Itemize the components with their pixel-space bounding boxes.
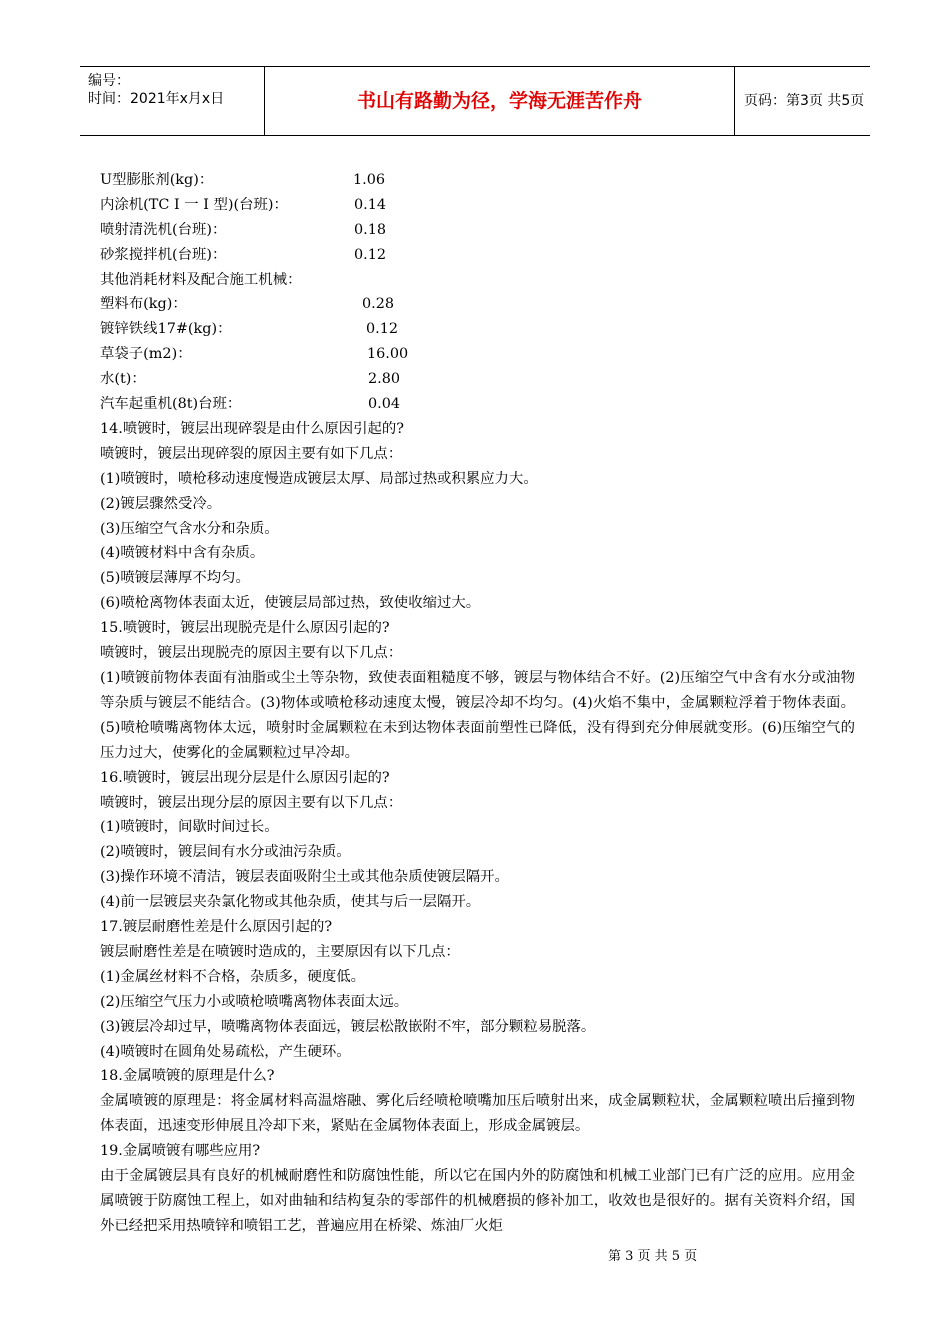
material-value: 1.06 (353, 172, 386, 188)
material-row (100, 243, 855, 268)
answer-intro: 镀层耐磨性差是在喷镀时造成的，主要原因有以下几点： (100, 943, 460, 960)
header-meta (80, 67, 265, 135)
answer-intro: 喷镀时，镀层出现碎裂的原因主要有如下几点： (100, 445, 403, 462)
answer-item: (4)喷镀材料中含有杂质。 (100, 545, 265, 562)
answer-item: (6)喷枪离物体表面太近，使镀层局部过热，致使收缩过大。 (100, 595, 481, 612)
material-name: 砂浆搅拌机(台班)： (100, 246, 227, 263)
answer-paragraph: 由于金属镀层具有良好的机械耐磨性和防腐蚀性能，所以它在国内外的防腐蚀和机械工业部门已有广泛的应用。应用金属喷镀于防腐蚀工程上，如对曲轴和结构复杂的零部件的机械磨损的修补加工，收效也是很好的。据有关资料介绍，国外已经把采用热喷锌和喷铝工艺，普遍应用在桥梁、炼油厂火炬 (100, 1168, 855, 1234)
question-heading: 14.喷镀时，镀层出现碎裂是由什么原因引起的? (100, 420, 405, 437)
answer-intro: 喷镀时，镀层出现脱壳的原因主要有以下几点： (100, 645, 403, 662)
question-heading: 18.金属喷镀的原理是什么? (100, 1068, 275, 1085)
material-name: 水(t)： (100, 371, 146, 388)
answer-item: (2)压缩空气压力小或喷枪喷嘴离物体表面太远。 (100, 993, 409, 1010)
answer-item: (2)喷镀时，镀层间有水分或油污杂质。 (100, 844, 351, 861)
document-body (100, 168, 855, 1239)
material-value: 0.28 (362, 296, 395, 313)
material-name: 塑料布(kg)： (100, 296, 187, 313)
material-name: 镀锌铁线17#(kg)： (100, 321, 232, 338)
answer-item: (1)金属丝材料不合格，杂质多，硬度低。 (100, 968, 366, 985)
header-page-number: 页码：第3页 共5页 (744, 93, 865, 109)
material-row (100, 218, 855, 243)
answer-item: (1)喷镀时，间歇时间过长。 (100, 819, 279, 836)
material-row (100, 292, 855, 317)
material-name: U型膨胀剂(kg)： (100, 172, 214, 188)
answer-item: (3)压缩空气含水分和杂质。 (100, 520, 279, 537)
material-row (100, 392, 855, 417)
document-number-label: 编号： (88, 73, 130, 89)
material-value: 2.80 (368, 371, 401, 388)
material-name: 内涂机(TC I 一 I 型)(台班)： (100, 196, 288, 213)
page-footer: 第 3 页 共 5 页 (608, 1249, 698, 1264)
material-row (100, 193, 855, 218)
document-date-label: 时间：2021年x月x日 (88, 91, 225, 107)
material-name: 草袋子(m2)： (100, 346, 192, 363)
material-row (100, 317, 855, 342)
answer-paragraph: (1)喷镀前物体表面有油脂或尘土等杂物，致使表面粗糙度不够，镀层与物体结合不好。(2)压缩空气中含有水分或油物等杂质与镀层不能结合。(3)物体或喷枪移动速度太慢，镀层冷却不均匀。(4)火焰不集中，金属颗粒浮着于物体表面。(5)喷枪喷嘴离物体太远，喷射时金属颗粒在未到达物体表面前塑性已降低，没有得到充分伸展就变形。(6)压缩空气的压力过大，使雾化的金属颗粒过早冷却。 (100, 669, 855, 761)
page-header (80, 66, 870, 136)
question-heading: 19.金属喷镀有哪些应用? (100, 1143, 261, 1160)
answer-item: (5)喷镀层薄厚不均匀。 (100, 570, 250, 587)
question-heading: 16.喷镀时，镀层出现分层是什么原因引起的? (100, 769, 390, 786)
header-motto: 书山有路勤为径，学海无涯苦作舟 (265, 67, 735, 135)
material-value: 0.14 (354, 196, 387, 213)
material-value: 16.00 (367, 346, 409, 363)
answer-paragraph: 金属喷镀的原理是：将金属材料高温熔融、雾化后经喷枪喷嘴加压后喷射出来，成金属颗粒状，金属颗粒喷出后撞到物体表面，迅速变形伸展且冷却下来，紧贴在金属物体表面上，形成金属镀层。 (100, 1093, 855, 1135)
answer-item: (1)喷镀时，喷枪移动速度慢造成镀层太厚、局部过热或积累应力大。 (100, 470, 538, 487)
material-value: 0.12 (366, 321, 399, 338)
material-row (100, 367, 855, 392)
answer-item: (4)喷镀时在圆角处易疏松，产生硬环。 (100, 1043, 351, 1060)
answer-item: (3)镀层冷却过早，喷嘴离物体表面远，镀层松散嵌附不牢，部分颗粒易脱落。 (100, 1018, 596, 1035)
material-row (100, 168, 855, 193)
answer-item: (3)操作环境不清洁，镀层表面吸附尘土或其他杂质使镀层隔开。 (100, 869, 509, 886)
answer-item: (4)前一层镀层夹杂氯化物或其他杂质，使其与后一层隔开。 (100, 894, 481, 911)
material-value: 0.12 (354, 246, 387, 263)
question-heading: 15.喷镀时，镀层出现脱壳是什么原因引起的? (100, 620, 390, 637)
material-value: 0.18 (354, 221, 387, 238)
question-heading: 17.镀层耐磨性差是什么原因引起的? (100, 919, 333, 936)
other-materials-heading: 其他消耗材料及配合施工机械： (100, 271, 302, 288)
answer-intro: 喷镀时，镀层出现分层的原因主要有以下几点： (100, 794, 403, 811)
material-row (100, 342, 855, 367)
material-name: 喷射清洗机(台班)： (100, 221, 227, 238)
material-value: 0.04 (368, 396, 401, 413)
material-name: 汽车起重机(8t)台班： (100, 396, 242, 413)
answer-item: (2)镀层骤然受冷。 (100, 495, 222, 512)
